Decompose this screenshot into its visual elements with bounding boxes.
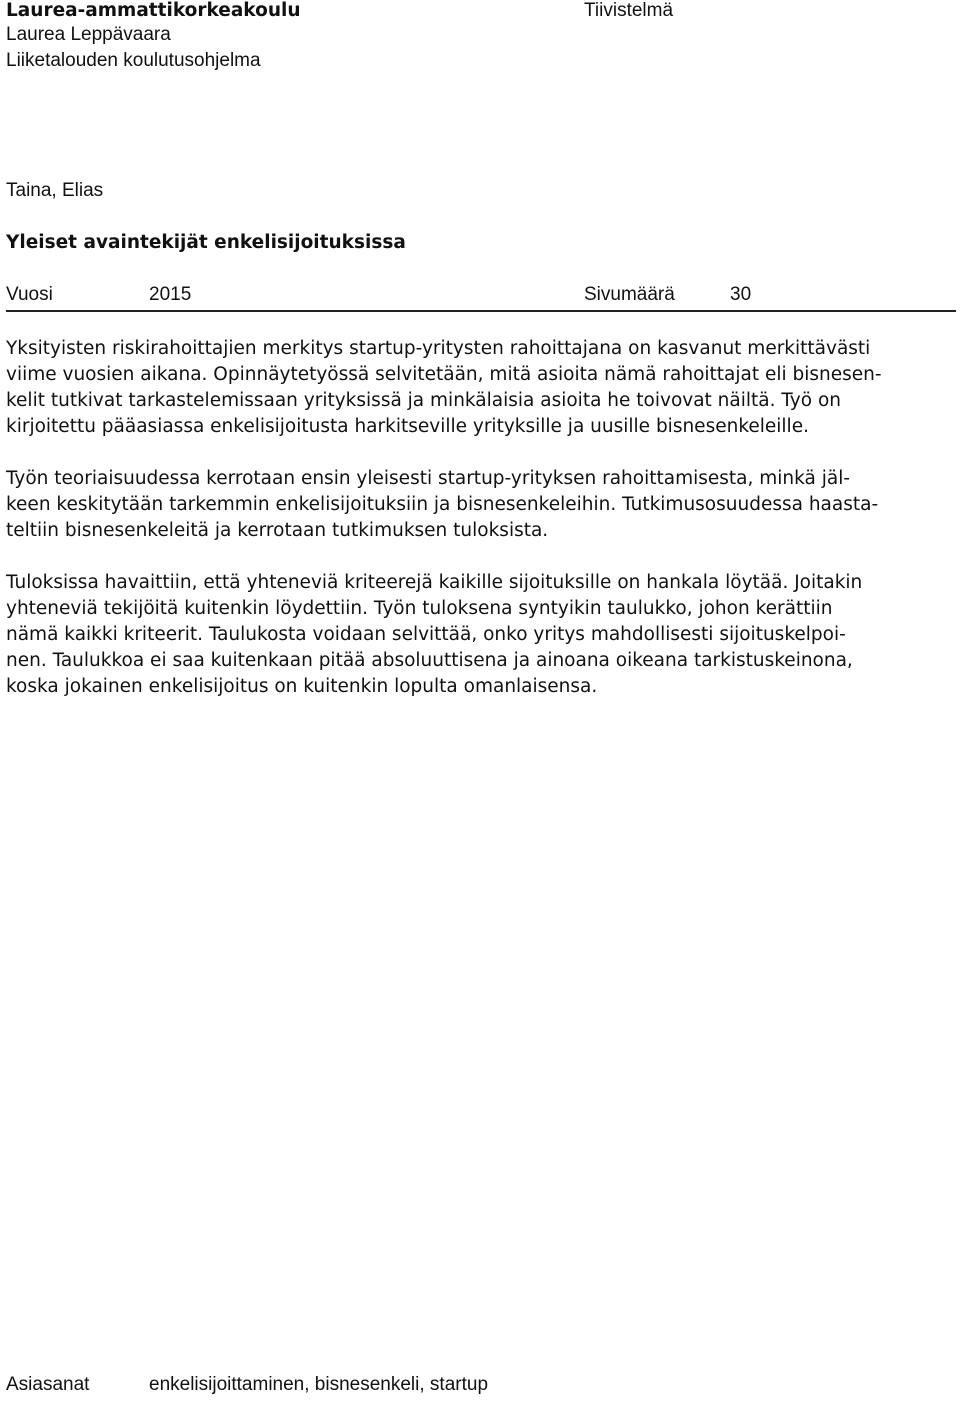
page-count-value: 30 xyxy=(730,284,752,305)
abstract-paragraph-2: Työn teoriaisuudessa kerrotaan ensin yleisesti startup-yrityksen rahoittamisesta, minkä jäl- keen keskitytään tarkemmin enkelisijoituksiin ja bisnesenkeleihin. Tutkimusosuudessa haasta- teltiin bisnesenkeleitä ja kerrotaan tutkimuksen tuloksista. xyxy=(6,468,879,541)
page-count-label: Sivumäärä xyxy=(584,284,675,305)
author-names: Taina, Elias xyxy=(6,180,104,201)
degree-programme: Liiketalouden koulutusohjelma xyxy=(6,50,261,71)
institution-name: Laurea-ammattikorkeakoulu xyxy=(6,0,301,21)
keywords-label: Asiasanat xyxy=(6,1374,90,1395)
year-label: Vuosi xyxy=(6,284,53,305)
year-value: 2015 xyxy=(149,284,192,305)
abstract-paragraph-3: Tuloksissa havaittiin, että yhteneviä kriteerejä kaikille sijoituksille on hankala löytää. Joitakin yhteneviä tekijöitä kuitenkin löydettiin. Työn tuloksena syntyikin taulukko, johon kerättiin nämä kaikki kriteerit. Taulukosta voidaan selvittää, onko yritys mahdollisesti sijoituskelpoi- nen. Taulukkoa ei saa kuitenkaan pitää absoluuttisena ja ainoana oikeana tarkistuskeinona, koska jokainen enkelisijoitus on kuitenkin lopulta omanlaisensa. xyxy=(6,572,863,697)
abstract-heading: Tiivistelmä xyxy=(584,0,674,21)
thesis-title: Yleiset avaintekijät enkelisijoituksissa xyxy=(6,232,406,253)
abstract-paragraph-1: Yksityisten riskirahoittajien merkitys startup-yritysten rahoittajana on kasvanut merkittävästi viime vuosien aikana. Opinnäytetyössä selvitetään, mitä asioita nämä rahoittajat eli bisnesen- kelit tutkivat tarkastelemissaan yrityksissä ja minkälaisia asioita he toivovat näiltä. Työ on kirjoitettu pääasiassa enkelisijoitusta harkitseville yrityksille ja uusille bisnesenkeleille. xyxy=(6,338,882,437)
thesis-meta-row xyxy=(6,284,956,312)
campus-name: Laurea Leppävaara xyxy=(6,24,171,45)
keywords-value: enkelisijoittaminen, bisnesenkeli, startup xyxy=(149,1374,489,1395)
